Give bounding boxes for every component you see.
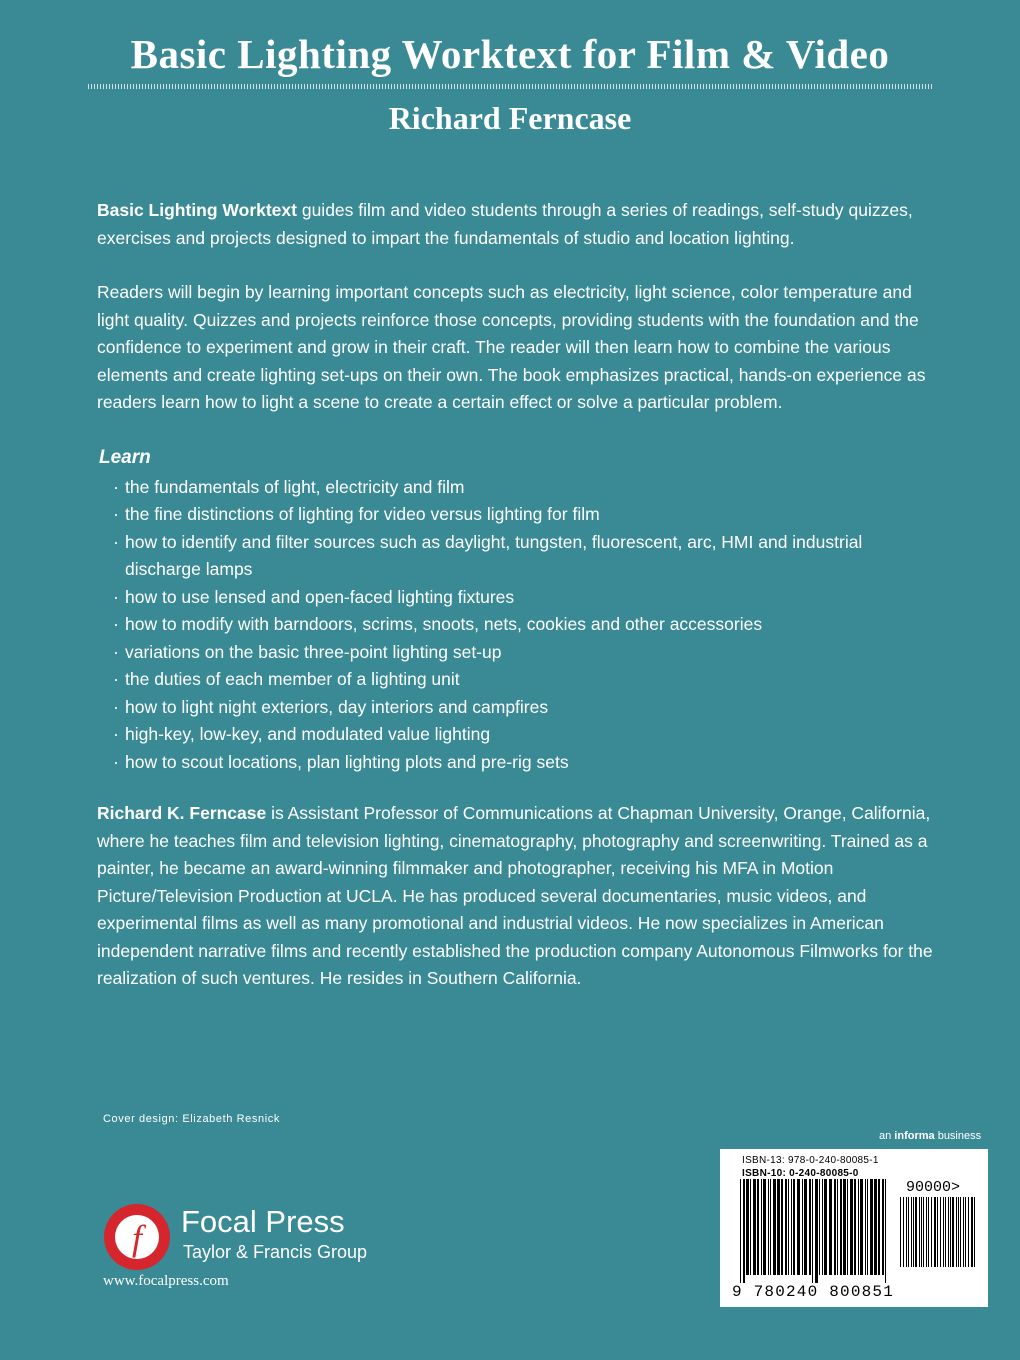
list-item: · high-key, low-key, and modulated value lighting bbox=[113, 724, 491, 744]
barcode-bar bbox=[900, 1197, 901, 1267]
barcode-bar bbox=[956, 1197, 957, 1267]
isbn10-label: ISBN-10: 0-240-80085-0 bbox=[742, 1168, 859, 1179]
barcode-bar bbox=[919, 1197, 920, 1267]
barcode-bar bbox=[928, 1197, 929, 1267]
cover-design-credit: Cover design: Elizabeth Resnick bbox=[103, 1113, 280, 1125]
barcode-bar bbox=[923, 1197, 924, 1267]
barcode-bar bbox=[740, 1179, 741, 1283]
publisher-group: Taylor & Francis Group bbox=[183, 1242, 368, 1262]
intro-bold: Basic Lighting Worktext bbox=[97, 200, 297, 220]
logo-letter: f bbox=[131, 1218, 143, 1258]
learn-heading: Learn bbox=[99, 446, 151, 468]
barcode-bar bbox=[945, 1197, 946, 1267]
book-title: Basic Lighting Worktext for Film & Video bbox=[130, 31, 890, 77]
barcode-bar bbox=[822, 1179, 823, 1275]
barcode-bar bbox=[834, 1179, 836, 1275]
title-divider bbox=[88, 84, 933, 89]
list-item: · the fundamentals of light, electricity and film bbox=[113, 476, 465, 497]
barcode-bar bbox=[768, 1179, 769, 1275]
isbn13-label: ISBN-13: 978-0-240-80085-1 bbox=[742, 1155, 879, 1166]
barcode-bar bbox=[865, 1179, 866, 1275]
barcode-bar bbox=[815, 1179, 818, 1283]
barcode-bar bbox=[971, 1197, 973, 1267]
barcode-bar bbox=[777, 1179, 780, 1275]
barcode-bar bbox=[885, 1179, 886, 1283]
barcode-bar bbox=[824, 1179, 827, 1275]
barcode-bar bbox=[809, 1179, 811, 1275]
bio-text: is Assistant Professor of Communications at Chapman University, Orange, California, where he teaches film and television lighting, cinematography, photography and screenwriting. Trained as a painter, he became an award-winning filmmaker and photographer, receiving his MFA in Motion Picture/Television Production at UCLA. He has produced several documentaries, music videos, and experimental films as well as many promotional and industrial videos. He now specializes in American independent narrative films and recently established the production company Autonomous Filmworks for the realization of such ventures. He resides in Southern California. bbox=[97, 803, 933, 988]
barcode-bar bbox=[915, 1197, 917, 1267]
barcode-bar bbox=[867, 1179, 868, 1275]
barcode-bar bbox=[913, 1197, 914, 1267]
barcode-bar bbox=[847, 1179, 848, 1275]
book-author: Richard Ferncase bbox=[388, 100, 632, 136]
focal-press-logo-icon bbox=[103, 1203, 171, 1271]
barcode-bar bbox=[940, 1197, 941, 1267]
barcode-bar bbox=[870, 1179, 873, 1275]
barcode-panel bbox=[720, 1149, 988, 1307]
barcode-bar bbox=[882, 1179, 884, 1275]
informa-tagline: an informa business bbox=[879, 1130, 982, 1142]
barcode-bar bbox=[850, 1179, 853, 1275]
barcode-bar bbox=[791, 1179, 792, 1275]
barcode-bar bbox=[793, 1179, 795, 1275]
barcode-bar bbox=[974, 1197, 975, 1267]
barcode-bar bbox=[858, 1179, 859, 1275]
list-item: · the duties of each member of a lighting unit bbox=[113, 669, 460, 689]
barcode-bar bbox=[948, 1197, 949, 1267]
barcode-bar bbox=[753, 1179, 756, 1275]
ean-digits: 9 780240 800851 bbox=[732, 1283, 895, 1301]
barcode-bar bbox=[958, 1197, 959, 1267]
barcode-bar bbox=[804, 1179, 807, 1275]
ean-barcode bbox=[740, 1179, 890, 1283]
addon-barcode bbox=[900, 1197, 978, 1275]
barcode-bar bbox=[963, 1197, 964, 1267]
list-item: · the fine distinctions of lighting for video versus lighting for film bbox=[113, 504, 600, 524]
barcode-bar bbox=[843, 1179, 846, 1275]
barcode-bar bbox=[819, 1179, 820, 1275]
barcode-bar bbox=[968, 1197, 969, 1267]
intro-text: guides film and video students through a series of readings, self-study quizzes, exercises and projects designed to impart the fundamentals of studio and location lighting. bbox=[97, 200, 913, 248]
back-cover-text bbox=[97, 197, 942, 1020]
barcode-bar bbox=[937, 1197, 938, 1267]
author-bio bbox=[97, 800, 942, 993]
barcode-bar bbox=[854, 1179, 856, 1275]
list-item: · variations on the basic three-point lighting set-up bbox=[113, 641, 502, 662]
publisher-name: Focal Press bbox=[181, 1204, 345, 1239]
barcode-bar bbox=[829, 1179, 832, 1275]
list-item: · how to identify and filter sources such as daylight, tungsten, fluorescent, arc, HMI and industrial discharge lamps bbox=[113, 531, 863, 579]
barcode-bar bbox=[773, 1179, 776, 1275]
barcode-bar bbox=[934, 1197, 936, 1267]
publisher-website: www.focalpress.com bbox=[103, 1273, 229, 1289]
barcode-bar bbox=[903, 1197, 904, 1267]
barcode-bar bbox=[743, 1179, 745, 1283]
barcode-bar bbox=[761, 1179, 762, 1275]
intro-paragraph bbox=[97, 197, 942, 252]
list-item: · how to use lensed and open-faced lighting fixtures bbox=[113, 586, 515, 607]
barcode-bar bbox=[943, 1197, 944, 1267]
barcode-bar bbox=[802, 1179, 803, 1275]
barcode-bar bbox=[781, 1179, 783, 1275]
barcode-bar bbox=[750, 1179, 751, 1275]
barcode-bar bbox=[770, 1179, 771, 1275]
barcode-bar bbox=[860, 1179, 863, 1275]
barcode-bar bbox=[837, 1179, 838, 1275]
barcode-bar bbox=[952, 1197, 954, 1267]
bio-name: Richard K. Ferncase bbox=[97, 803, 267, 823]
barcode-bar bbox=[785, 1179, 787, 1275]
barcode-bar bbox=[926, 1197, 927, 1267]
barcode-bar bbox=[797, 1179, 800, 1275]
barcode-bar bbox=[908, 1197, 909, 1267]
description-paragraph: Readers will begin by learning important concepts such as electricity, light science, color temperature and light quality. Quizzes and projects reinforce those concepts, providing students with the foundation and the confidence to experiment and grow in their craft. The reader will then learn how to combine the various elements and create lighting set-ups on their own. The book emphasizes practical, hands-on experience as readers learn how to light a scene to create a certain effect or solve a particular problem. bbox=[97, 282, 926, 412]
barcode-bar bbox=[874, 1179, 877, 1275]
barcode-bar bbox=[763, 1179, 766, 1275]
barcode-bar bbox=[812, 1179, 813, 1283]
barcode-bar bbox=[906, 1197, 907, 1267]
barcode-bar bbox=[840, 1179, 842, 1275]
barcode-bar bbox=[931, 1197, 932, 1267]
barcode-bar bbox=[950, 1197, 951, 1267]
list-item: · how to modify with barndoors, scrims, snoots, nets, cookies and other accessories bbox=[113, 614, 763, 634]
barcode-bar bbox=[746, 1179, 749, 1275]
barcode-bar bbox=[757, 1179, 759, 1275]
barcode-bar bbox=[921, 1197, 922, 1267]
barcode-bar bbox=[960, 1197, 961, 1267]
barcode-bar bbox=[911, 1197, 912, 1267]
price-code: 90000> bbox=[906, 1179, 961, 1196]
list-item: · how to scout locations, plan lighting plots and pre-rig sets bbox=[113, 751, 569, 772]
barcode-bar bbox=[965, 1197, 966, 1267]
barcode-bar bbox=[878, 1179, 880, 1275]
list-item: · how to light night exteriors, day interiors and campfires bbox=[113, 696, 549, 717]
learn-list bbox=[97, 474, 942, 777]
barcode-bar bbox=[788, 1179, 789, 1275]
